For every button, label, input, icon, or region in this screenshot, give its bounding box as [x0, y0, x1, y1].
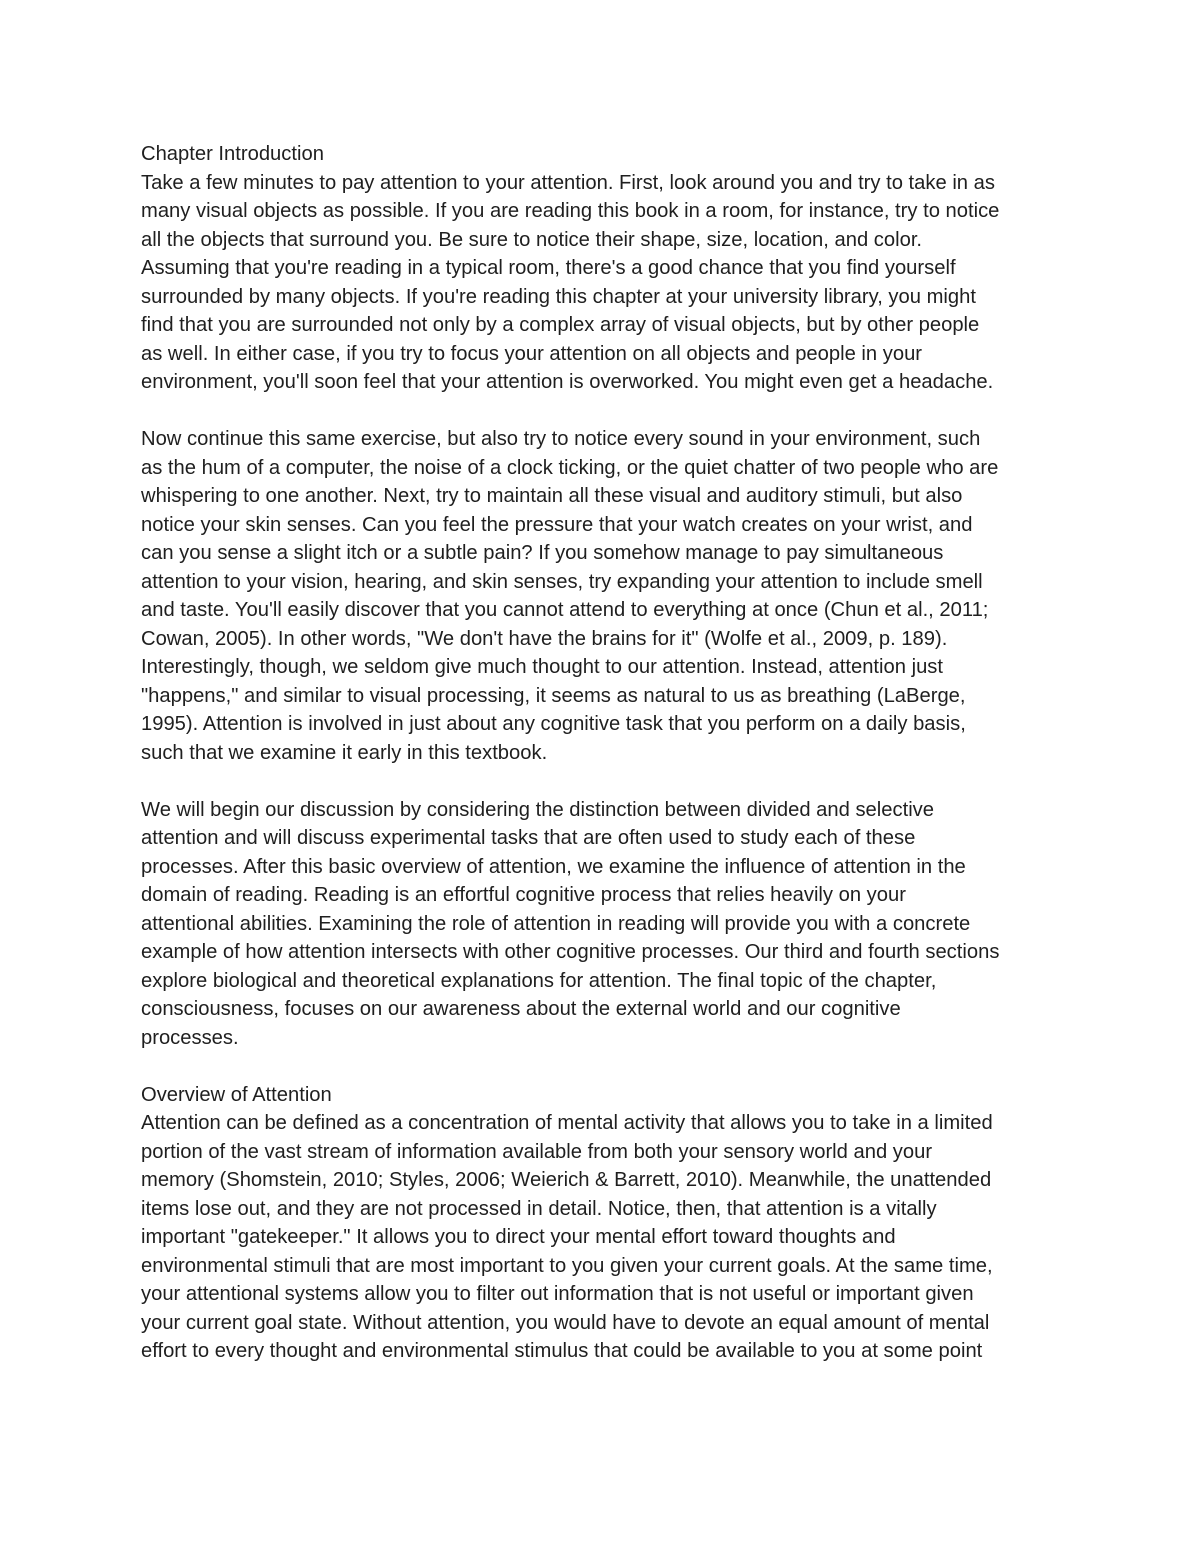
text-line: processes. After this basic overview of attention, we examine the influence of attention in the — [141, 855, 966, 878]
text-line: portion of the vast stream of information available from both your sensory world and your — [141, 1140, 933, 1163]
text-line: Now continue this same exercise, but also try to notice every sound in your environment, such — [141, 428, 981, 450]
text-line: example of how attention intersects with other cognitive processes. Our third and fourth sections — [141, 941, 1000, 963]
text-line: We will begin our discussion by considering the distinction between divided and selective — [141, 798, 934, 821]
text-line: memory (Shomstein, 2010; Styles, 2006; Weierich & Barrett, 2010). Meanwhile, the unattended — [141, 1169, 992, 1191]
text-line: whispering to one another. Next, try to maintain all these visual and auditory stimuli, but also — [141, 485, 963, 507]
section-heading: Chapter Introduction — [141, 143, 324, 165]
text-line: and taste. You'll easily discover that you cannot attend to everything at once (Chun et al., 2011; — [141, 599, 989, 621]
text-line: Cowan, 2005). In other words, "We don't have the brains for it" (Wolfe et al., 2009, p. 189). — [141, 627, 948, 650]
text-line: many visual objects as possible. If you are reading this book in a room, for instance, try to notice — [141, 200, 1000, 222]
text-line: "happens," and similar to visual processing, it seems as natural to us as breathing (LaBerge, — [141, 684, 966, 707]
section-chapter-introduction — [141, 140, 1071, 1081]
text-line: your current goal state. Without attention, you would have to devote an equal amount of mental — [141, 1311, 990, 1334]
paragraph — [141, 1109, 1071, 1366]
text-line: Attention can be defined as a concentration of mental activity that allows you to take in a limited — [141, 1112, 993, 1134]
paragraph-spacer — [141, 767, 1071, 796]
section-heading: Overview of Attention — [141, 1083, 332, 1106]
text-line: Assuming that you're reading in a typical room, there's a good chance that you find yourself — [141, 257, 956, 279]
text-line: such that we examine it early in this textbook. — [141, 741, 548, 764]
paragraph-spacer — [141, 1052, 1071, 1081]
paragraph-spacer — [141, 397, 1071, 426]
text-line: processes. — [141, 1026, 239, 1049]
text-line: surrounded by many objects. If you're reading this chapter at your university library, you might — [141, 285, 976, 308]
paragraph — [141, 169, 1071, 397]
text-line: effort to every thought and environmental stimulus that could be available to you at some point — [141, 1340, 983, 1362]
text-line: find that you are surrounded not only by a complex array of visual objects, but by other people — [141, 314, 980, 336]
text-line: your attentional systems allow you to filter out information that is not useful or important given — [141, 1283, 974, 1305]
text-line: important "gatekeeper." It allows you to direct your mental effort toward thoughts and — [141, 1226, 896, 1248]
text-line: attention and will discuss experimental tasks that are often used to study each of these — [141, 827, 916, 849]
text-line: domain of reading. Reading is an effortful cognitive process that relies heavily on your — [141, 884, 906, 906]
text-line: consciousness, focuses on our awareness about the external world and our cognitive — [141, 998, 901, 1020]
document-page — [141, 140, 1071, 1366]
text-line: explore biological and theoretical explanations for attention. The final topic of the chapter, — [141, 969, 937, 992]
text-line: can you sense a slight itch or a subtle pain? If you somehow manage to pay simultaneous — [141, 542, 944, 564]
paragraph — [141, 425, 1071, 767]
section-overview-of-attention — [141, 1081, 1071, 1366]
text-line: environment, you'll soon feel that your attention is overworked. You might even get a headache. — [141, 371, 994, 393]
text-line: 1995). Attention is involved in just about any cognitive task that you perform on a daily basis, — [141, 713, 966, 735]
text-line: Interestingly, though, we seldom give much thought to our attention. Instead, attention just — [141, 656, 944, 678]
text-line: as the hum of a computer, the noise of a clock ticking, or the quiet chatter of two people who are — [141, 456, 999, 479]
text-line: attentional abilities. Examining the role of attention in reading will provide you with a concrete — [141, 912, 971, 935]
text-line: environmental stimuli that are most important to you given your current goals. At the same time, — [141, 1254, 993, 1277]
text-line: notice your skin senses. Can you feel the pressure that your watch creates on your wrist, and — [141, 513, 973, 536]
text-line: Take a few minutes to pay attention to your attention. First, look around you and try to take in as — [141, 171, 995, 194]
paragraph — [141, 796, 1071, 1053]
text-line: items lose out, and they are not processed in detail. Notice, then, that attention is a vitally — [141, 1197, 937, 1220]
text-line: as well. In either case, if you try to focus your attention on all objects and people in your — [141, 342, 923, 365]
text-line: all the objects that surround you. Be sure to notice their shape, size, location, and color. — [141, 228, 923, 251]
text-line: attention to your vision, hearing, and skin senses, try expanding your attention to include smell — [141, 570, 983, 593]
